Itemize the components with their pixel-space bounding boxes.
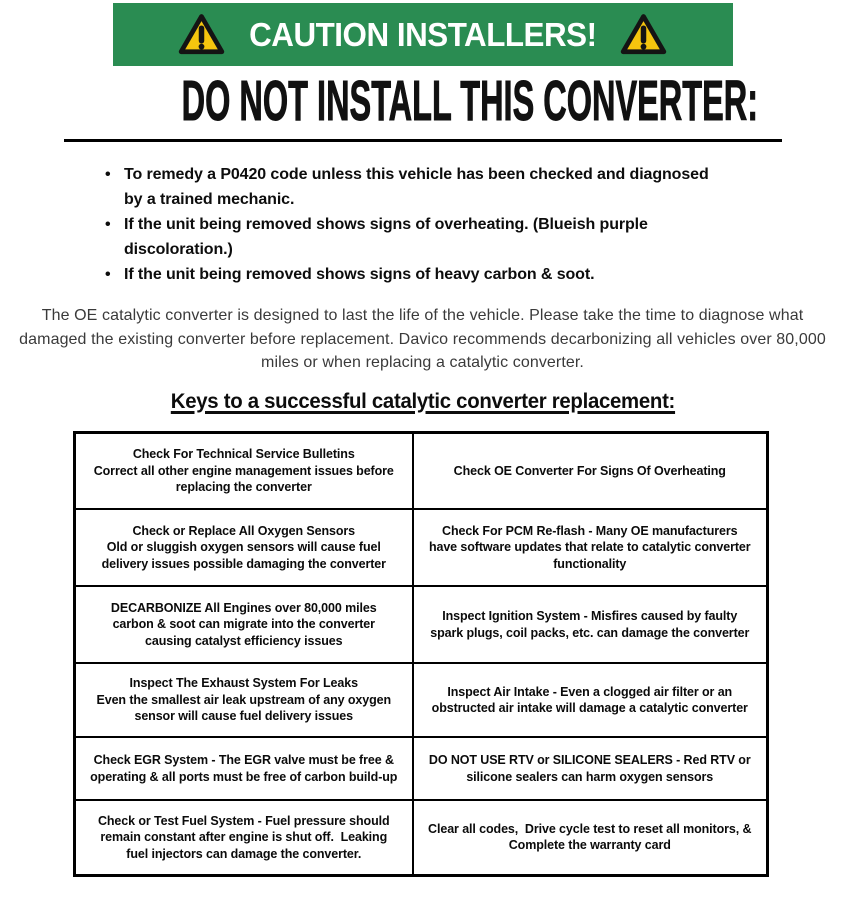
table-row [75,737,768,800]
cell-line: Check For Technical Service Bulletins [132,447,355,461]
table-cell-right [413,663,768,737]
table-cell-right [413,800,768,875]
banner-title: CAUTION INSTALLERS! [248,15,597,53]
table-cell-left [75,586,413,663]
caution-banner [113,3,733,66]
cell-line: Check For PCM Re-flash - Many OE manufacturers have software updates that relate to catalytic converter functionality [428,523,754,571]
table-row [75,586,768,663]
cell-line: Old or sluggish oxygen sensors will cause fuel delivery issues possible damaging the converter [101,540,386,571]
warning-list-item: • If the unit being removed shows signs of overheating. (Blueish purple discoloration.) [103,212,725,262]
cell-line: Inspect The Exhaust System For Leaks [129,676,358,691]
cell-line: DO NOT USE RTV or SILICONE SEALERS - Red RTV or silicone sealers can harm oxygen sensors [428,753,754,784]
keys-heading-wrap [0,390,845,414]
table-cell-right [413,737,768,800]
warning-triangle-icon [620,13,667,56]
cell-line: Check OE Converter For Signs Of Overheating [453,463,726,478]
warning-list [103,162,725,287]
tips-table-body [75,432,768,875]
keys-heading: Keys to a successful catalytic converter replacement: [170,389,675,413]
cell-line: Check or Test Fuel System - Fuel pressure should remain constant after engine is shut off. Leaking fuel injectors can damage the converter. [97,813,393,861]
cell-line: Check or Replace All Oxygen Sensors [132,523,355,538]
cell-line: Check EGR System - The EGR valve must be free & operating & all ports must be free of carbon build-up [90,753,398,784]
cell-line: Inspect Ignition System - Misfires caused by faulty spark plugs, coil packs, etc. can damage the converter [430,609,750,640]
cell-line: Inspect Air Intake - Even a clogged air filter or an obstructed air intake will damage a catalytic converter [431,684,748,715]
table-row [75,432,768,509]
table-cell-left [75,663,413,737]
table-cell-left [75,509,413,586]
warning-triangle-icon [178,13,225,56]
table-cell-right [413,432,768,509]
cell-line: DECARBONIZE All Engines over 80,000 miles carbon & soot can migrate into the converter causing catalyst efficiency issues [110,600,380,648]
table-cell-right [413,586,768,663]
cell-line: Correct all other engine management issues before replacing the converter [93,463,398,494]
page-title: DO NOT INSTALL THIS CONVERTER: [181,69,759,133]
cell-line: Even the smallest air leak upstream of any oxygen sensor will cause fuel delivery issues [96,692,395,724]
advisory-paragraph: The OE catalytic converter is designed to last the life of the vehicle. Please take the time to diagnose what damaged the existing converter before replacement. Davico recommends decarbonizing all vehicles over 80,000 miles or when replacing a catalytic converter. [19,307,826,371]
title-divider [64,139,782,142]
table-cell-right [413,509,768,586]
table-cell-left [75,737,413,800]
table-row [75,800,768,875]
tips-table [73,431,769,877]
cell-line: Clear all codes, Drive cycle test to reset all monitors, & Complete the warranty card [428,821,755,853]
table-row [75,509,768,586]
table-row [75,663,768,737]
warning-list-item: • If the unit being removed shows signs of heavy carbon & soot. [103,262,725,287]
warning-list-item: • To remedy a P0420 code unless this vehicle has been checked and diagnosed by a trained mechanic. [103,162,725,212]
table-cell-left [75,800,413,875]
table-cell-left [75,432,413,509]
